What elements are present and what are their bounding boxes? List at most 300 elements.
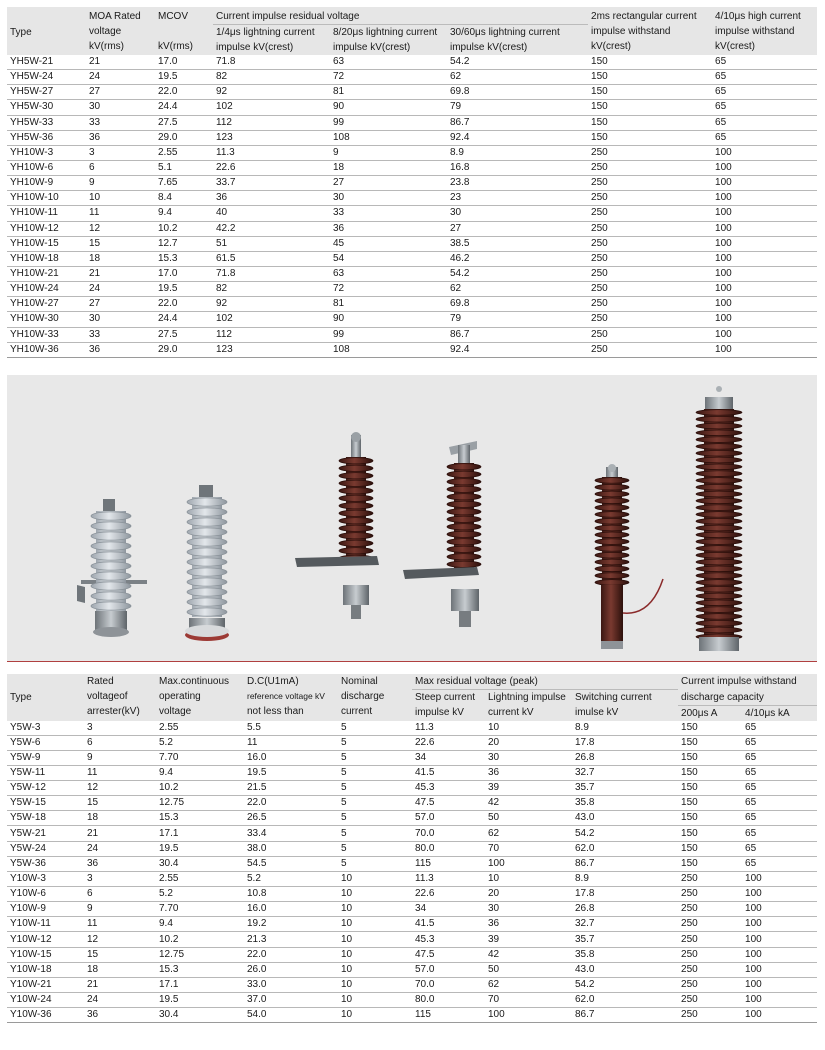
cell-steep: 115: [412, 1008, 485, 1023]
cell-high-withstand: 100: [712, 236, 817, 251]
cell-8-20us: 90: [330, 312, 447, 327]
cell-1-4us: 11.3: [213, 145, 330, 160]
brown-arrester-bracket-left: [295, 432, 379, 619]
cell-high-withstand: 100: [712, 297, 817, 312]
cell-withstand-4-10us: 100: [742, 1008, 817, 1023]
table-row: [7, 977, 817, 992]
cell-nominal-discharge: 10: [338, 947, 412, 962]
cell-withstand-200us: 150: [678, 735, 742, 750]
cell-1-4us: 123: [213, 130, 330, 145]
cell-steep: 45.3: [412, 781, 485, 796]
cell-8-20us: 90: [330, 100, 447, 115]
header2-4-10us: 4/10μs kA: [742, 705, 817, 721]
header2-max-residual-group: Max residual voltage (peak): [412, 674, 678, 690]
cell-high-withstand: 100: [712, 221, 817, 236]
cell-rated-voltage: 21: [84, 826, 156, 841]
cell-high-withstand: 100: [712, 160, 817, 175]
cell-dc-reference: 19.2: [244, 917, 338, 932]
cell-moa-rated-voltage: 27: [86, 85, 155, 100]
table-row: [7, 750, 817, 765]
brown-station-arrester: [696, 386, 742, 651]
cell-type: Y5W-24: [7, 841, 84, 856]
header2-withstand-group: [678, 674, 817, 690]
table-row: [7, 85, 817, 100]
cell-rated-voltage: 24: [84, 993, 156, 1008]
cell-30-60us: 62: [447, 282, 588, 297]
header-high-line2: impulse withstand: [715, 26, 795, 37]
cell-mcov: 12.7: [155, 236, 213, 251]
cell-rated-voltage: 24: [84, 841, 156, 856]
cell-withstand-200us: 150: [678, 781, 742, 796]
cell-type: Y5W-6: [7, 735, 84, 750]
cell-type: YH5W-21: [7, 55, 86, 70]
cell-max-continuous: 5.2: [156, 735, 244, 750]
cell-rect-withstand: 150: [588, 85, 712, 100]
header2-light-line1: Lightning impulse: [488, 692, 566, 703]
cell-nominal-discharge: 10: [338, 917, 412, 932]
header-rect-line3: kV(crest): [591, 41, 632, 52]
cell-withstand-4-10us: 65: [742, 721, 817, 736]
cell-1-4us: 42.2: [213, 221, 330, 236]
cell-max-continuous: 12.75: [156, 796, 244, 811]
cell-withstand-200us: 150: [678, 826, 742, 841]
cell-high-withstand: 100: [712, 266, 817, 281]
table-row: [7, 191, 817, 206]
cell-rect-withstand: 150: [588, 130, 712, 145]
header2-rated-line2: voltageof: [87, 691, 128, 702]
table-row: [7, 962, 817, 977]
header-30-60us-lightning: [447, 25, 588, 56]
cell-1-4us: 61.5: [213, 251, 330, 266]
table-row: [7, 841, 817, 856]
cell-rated-voltage: 11: [84, 765, 156, 780]
cell-lightning: 36: [485, 765, 572, 780]
header-moa-line2: voltage: [89, 26, 122, 37]
cell-lightning: 42: [485, 796, 572, 811]
cell-nominal-discharge: 10: [338, 902, 412, 917]
cell-rated-voltage: 15: [84, 947, 156, 962]
table-row: [7, 947, 817, 962]
cell-switching: 35.8: [572, 796, 678, 811]
cell-nominal-discharge: 10: [338, 871, 412, 886]
cell-type: Y5W-12: [7, 781, 84, 796]
cell-rect-withstand: 250: [588, 342, 712, 357]
header-high-current-withstand: [712, 7, 817, 55]
cell-mcov: 7.65: [155, 176, 213, 191]
cell-high-withstand: 65: [712, 85, 817, 100]
cell-1-4us: 123: [213, 342, 330, 357]
cell-type: YH10W-18: [7, 251, 86, 266]
header2-nom-line2: discharge: [341, 691, 385, 702]
cell-type: YH10W-33: [7, 327, 86, 342]
cell-moa-rated-voltage: 33: [86, 327, 155, 342]
cell-withstand-200us: 250: [678, 902, 742, 917]
cell-max-continuous: 7.70: [156, 902, 244, 917]
table-row: [7, 902, 817, 917]
cell-8-20us: 33: [330, 206, 447, 221]
header2-lightning-impulse: [485, 690, 572, 721]
cell-8-20us: 108: [330, 342, 447, 357]
cell-nominal-discharge: 5: [338, 750, 412, 765]
cell-30-60us: 27: [447, 221, 588, 236]
cell-moa-rated-voltage: 36: [86, 130, 155, 145]
header-type: Type: [7, 7, 86, 55]
cell-rated-voltage: 21: [84, 977, 156, 992]
cell-1-4us: 92: [213, 85, 330, 100]
cell-switching: 35.7: [572, 781, 678, 796]
cell-switching: 54.2: [572, 977, 678, 992]
header2-rated-line3: arrester(kV): [87, 706, 140, 717]
cell-switching: 86.7: [572, 1008, 678, 1023]
header2-steep-current: [412, 690, 485, 721]
cell-lightning: 10: [485, 721, 572, 736]
cell-steep: 45.3: [412, 932, 485, 947]
cell-high-withstand: 100: [712, 145, 817, 160]
cell-high-withstand: 65: [712, 55, 817, 70]
cell-lightning: 10: [485, 871, 572, 886]
cell-rect-withstand: 150: [588, 115, 712, 130]
cell-type: Y10W-24: [7, 993, 84, 1008]
header-sub2-line1: 8/20μs lightning current: [333, 27, 438, 38]
header-sub3-line2: impulse kV(crest): [450, 42, 528, 53]
cell-type: YH10W-21: [7, 266, 86, 281]
cell-type: YH10W-36: [7, 342, 86, 357]
cell-type: YH10W-24: [7, 282, 86, 297]
cell-type: YH10W-11: [7, 206, 86, 221]
cell-mcov: 27.5: [155, 327, 213, 342]
cell-type: YH10W-6: [7, 160, 86, 175]
cell-type: YH5W-36: [7, 130, 86, 145]
cell-mcov: 19.5: [155, 282, 213, 297]
cell-dc-reference: 10.8: [244, 887, 338, 902]
cell-mcov: 22.0: [155, 85, 213, 100]
cell-moa-rated-voltage: 30: [86, 312, 155, 327]
cell-lightning: 100: [485, 856, 572, 871]
cell-dc-reference: 37.0: [244, 993, 338, 1008]
cell-moa-rated-voltage: 15: [86, 236, 155, 251]
cell-high-withstand: 65: [712, 100, 817, 115]
y-spec-table-header: [7, 674, 817, 721]
cell-type: YH5W-30: [7, 100, 86, 115]
yh-series-spec-table: [7, 7, 817, 358]
table-row: [7, 811, 817, 826]
cell-rated-voltage: 18: [84, 811, 156, 826]
cell-withstand-4-10us: 100: [742, 977, 817, 992]
cell-withstand-4-10us: 100: [742, 887, 817, 902]
cell-1-4us: 40: [213, 206, 330, 221]
yh-spec-table-body: [7, 55, 817, 357]
table-row: [7, 781, 817, 796]
cell-lightning: 39: [485, 932, 572, 947]
cell-steep: 70.0: [412, 826, 485, 841]
cell-switching: 17.8: [572, 887, 678, 902]
cell-max-continuous: 15.3: [156, 811, 244, 826]
cell-switching: 43.0: [572, 811, 678, 826]
table-row: [7, 160, 817, 175]
cell-max-continuous: 10.2: [156, 781, 244, 796]
cell-high-withstand: 65: [712, 70, 817, 85]
cell-type: Y10W-9: [7, 902, 84, 917]
cell-dc-reference: 19.5: [244, 765, 338, 780]
cell-8-20us: 36: [330, 221, 447, 236]
header2-dc-line2: reference voltage kV: [247, 691, 325, 701]
cell-dc-reference: 54.0: [244, 1008, 338, 1023]
header-sub2-line2: impulse kV(crest): [333, 42, 411, 53]
table-row: [7, 176, 817, 191]
table-row: [7, 932, 817, 947]
cell-rect-withstand: 250: [588, 160, 712, 175]
cell-high-withstand: 100: [712, 251, 817, 266]
cell-type: YH5W-33: [7, 115, 86, 130]
cell-max-continuous: 17.1: [156, 977, 244, 992]
header-rect-line1: 2ms rectangular current: [591, 11, 697, 22]
cell-rated-voltage: 11: [84, 917, 156, 932]
cell-withstand-200us: 250: [678, 993, 742, 1008]
cell-8-20us: 99: [330, 115, 447, 130]
cell-high-withstand: 65: [712, 130, 817, 145]
cell-rect-withstand: 250: [588, 145, 712, 160]
cell-high-withstand: 65: [712, 115, 817, 130]
cell-dc-reference: 26.5: [244, 811, 338, 826]
cell-moa-rated-voltage: 3: [86, 145, 155, 160]
cell-withstand-4-10us: 65: [742, 841, 817, 856]
cell-switching: 26.8: [572, 750, 678, 765]
header2-max-continuous: [156, 674, 244, 721]
cell-max-continuous: 19.5: [156, 993, 244, 1008]
cell-steep: 57.0: [412, 811, 485, 826]
header2-light-line2: current kV: [488, 707, 534, 718]
cell-type: Y10W-15: [7, 947, 84, 962]
cell-30-60us: 86.7: [447, 115, 588, 130]
cell-withstand-4-10us: 100: [742, 962, 817, 977]
cell-high-withstand: 100: [712, 342, 817, 357]
cell-lightning: 62: [485, 826, 572, 841]
cell-steep: 47.5: [412, 947, 485, 962]
cell-switching: 32.7: [572, 765, 678, 780]
cell-max-continuous: 2.55: [156, 721, 244, 736]
cell-switching: 62.0: [572, 841, 678, 856]
header2-nominal-discharge: [338, 674, 412, 721]
header2-steep-line2: impulse kV: [415, 707, 464, 718]
cell-withstand-200us: 150: [678, 721, 742, 736]
cell-withstand-4-10us: 65: [742, 811, 817, 826]
cell-30-60us: 62: [447, 70, 588, 85]
cell-dc-reference: 26.0: [244, 962, 338, 977]
arrester-product-photo: [7, 375, 817, 662]
cell-high-withstand: 100: [712, 191, 817, 206]
table-row: [7, 796, 817, 811]
cell-8-20us: 63: [330, 55, 447, 70]
cell-type: YH10W-12: [7, 221, 86, 236]
cell-max-continuous: 10.2: [156, 932, 244, 947]
header2-switching-current: [572, 690, 678, 721]
cell-dc-reference: 5.5: [244, 721, 338, 736]
cell-high-withstand: 100: [712, 206, 817, 221]
cell-30-60us: 38.5: [447, 236, 588, 251]
cell-mcov: 22.0: [155, 297, 213, 312]
cell-mcov: 10.2: [155, 221, 213, 236]
cell-steep: 57.0: [412, 962, 485, 977]
cell-mcov: 24.4: [155, 312, 213, 327]
cell-moa-rated-voltage: 21: [86, 55, 155, 70]
cell-type: YH10W-15: [7, 236, 86, 251]
cell-30-60us: 79: [447, 100, 588, 115]
cell-type: Y5W-3: [7, 721, 84, 736]
cell-rect-withstand: 250: [588, 297, 712, 312]
cell-8-20us: 81: [330, 85, 447, 100]
table-row: [7, 70, 817, 85]
cell-moa-rated-voltage: 6: [86, 160, 155, 175]
cell-nominal-discharge: 5: [338, 735, 412, 750]
table-row: [7, 721, 817, 736]
cell-rated-voltage: 12: [84, 781, 156, 796]
cell-type: Y10W-3: [7, 871, 84, 886]
cell-mcov: 9.4: [155, 206, 213, 221]
cell-lightning: 20: [485, 887, 572, 902]
cell-steep: 11.3: [412, 871, 485, 886]
cell-withstand-200us: 150: [678, 765, 742, 780]
brown-arrester-bracket-right: [403, 441, 481, 627]
cell-lightning: 70: [485, 993, 572, 1008]
cell-withstand-200us: 150: [678, 811, 742, 826]
cell-switching: 43.0: [572, 962, 678, 977]
table-row: [7, 221, 817, 236]
header-mcov-line1: MCOV: [158, 11, 188, 22]
cell-8-20us: 27: [330, 176, 447, 191]
cell-8-20us: 72: [330, 70, 447, 85]
table-row: [7, 327, 817, 342]
cell-30-60us: 92.4: [447, 130, 588, 145]
header-moa-rated-voltage: [86, 7, 155, 55]
cell-withstand-4-10us: 65: [742, 735, 817, 750]
cell-nominal-discharge: 5: [338, 721, 412, 736]
cell-lightning: 39: [485, 781, 572, 796]
cell-30-60us: 69.8: [447, 85, 588, 100]
cell-nominal-discharge: 10: [338, 887, 412, 902]
cell-high-withstand: 100: [712, 312, 817, 327]
cell-8-20us: 81: [330, 297, 447, 312]
cell-mcov: 5.1: [155, 160, 213, 175]
cell-lightning: 50: [485, 962, 572, 977]
cell-steep: 115: [412, 856, 485, 871]
cell-30-60us: 54.2: [447, 55, 588, 70]
header-sub1-line2: impulse kV(crest): [216, 42, 294, 53]
cell-switching: 17.8: [572, 735, 678, 750]
cell-withstand-200us: 250: [678, 947, 742, 962]
header2-withstand-line2: discharge capacity: [678, 690, 817, 706]
cell-nominal-discharge: 5: [338, 765, 412, 780]
header2-maxc-line1: Max.continuous: [159, 676, 230, 687]
table-row: [7, 993, 817, 1008]
cell-moa-rated-voltage: 11: [86, 206, 155, 221]
cell-withstand-4-10us: 65: [742, 856, 817, 871]
header-sub1-line1: 1/4μs lightning current: [216, 27, 315, 38]
cell-withstand-200us: 250: [678, 1008, 742, 1023]
header2-nom-line3: current: [341, 706, 373, 717]
cell-lightning: 62: [485, 977, 572, 992]
header2-dc-reference: [244, 674, 338, 721]
cell-dc-reference: 16.0: [244, 750, 338, 765]
cell-steep: 41.5: [412, 917, 485, 932]
cell-nominal-discharge: 10: [338, 932, 412, 947]
cell-max-continuous: 19.5: [156, 841, 244, 856]
cell-type: Y10W-21: [7, 977, 84, 992]
cell-1-4us: 51: [213, 236, 330, 251]
cell-8-20us: 72: [330, 282, 447, 297]
cell-rect-withstand: 150: [588, 55, 712, 70]
cell-withstand-4-10us: 100: [742, 871, 817, 886]
cell-1-4us: 102: [213, 100, 330, 115]
cell-nominal-discharge: 10: [338, 993, 412, 1008]
header2-rated-voltage: [84, 674, 156, 721]
header2-rated-line1: Rated: [87, 676, 114, 687]
cell-max-continuous: 7.70: [156, 750, 244, 765]
cell-rect-withstand: 250: [588, 176, 712, 191]
cell-mcov: 2.55: [155, 145, 213, 160]
cell-30-60us: 46.2: [447, 251, 588, 266]
cell-dc-reference: 16.0: [244, 902, 338, 917]
header-residual-voltage-group: Current impulse residual voltage: [213, 7, 588, 25]
cell-mcov: 17.0: [155, 55, 213, 70]
cell-mcov: 15.3: [155, 251, 213, 266]
cell-rect-withstand: 250: [588, 282, 712, 297]
table-row: [7, 266, 817, 281]
cell-rated-voltage: 6: [84, 887, 156, 902]
table-row: [7, 856, 817, 871]
cell-type: YH5W-27: [7, 85, 86, 100]
table-row: [7, 342, 817, 357]
cell-withstand-4-10us: 100: [742, 932, 817, 947]
header2-dc-line1: D.C(U1mA): [247, 676, 299, 687]
cell-moa-rated-voltage: 27: [86, 297, 155, 312]
cell-switching: 8.9: [572, 721, 678, 736]
cell-dc-reference: 38.0: [244, 841, 338, 856]
cell-dc-reference: 21.5: [244, 781, 338, 796]
cell-withstand-4-10us: 65: [742, 765, 817, 780]
cell-withstand-200us: 250: [678, 962, 742, 977]
yh-spec-table: [7, 7, 817, 358]
cell-mcov: 29.0: [155, 342, 213, 357]
cell-nominal-discharge: 5: [338, 781, 412, 796]
cell-switching: 35.8: [572, 947, 678, 962]
table-row: [7, 871, 817, 886]
cell-switching: 54.2: [572, 826, 678, 841]
cell-max-continuous: 5.2: [156, 887, 244, 902]
cell-max-continuous: 9.4: [156, 765, 244, 780]
cell-max-continuous: 30.4: [156, 1008, 244, 1023]
cell-moa-rated-voltage: 24: [86, 70, 155, 85]
cell-rect-withstand: 250: [588, 221, 712, 236]
cell-withstand-4-10us: 65: [742, 750, 817, 765]
cell-mcov: 19.5: [155, 70, 213, 85]
cell-nominal-discharge: 5: [338, 826, 412, 841]
cell-switching: 26.8: [572, 902, 678, 917]
cell-nominal-discharge: 10: [338, 1008, 412, 1023]
header2-steep-line1: Steep current: [415, 692, 476, 703]
header2-dc-line3: not less than: [247, 706, 304, 717]
cell-nominal-discharge: 10: [338, 977, 412, 992]
table-row: [7, 1008, 817, 1023]
cell-moa-rated-voltage: 33: [86, 115, 155, 130]
table-row: [7, 282, 817, 297]
header-8-20us-lightning: [330, 25, 447, 56]
y-spec-table-body: [7, 721, 817, 1023]
y-series-spec-table: [7, 674, 817, 1023]
cell-steep: 80.0: [412, 993, 485, 1008]
cell-withstand-4-10us: 65: [742, 796, 817, 811]
cell-rect-withstand: 150: [588, 70, 712, 85]
cell-withstand-4-10us: 100: [742, 902, 817, 917]
